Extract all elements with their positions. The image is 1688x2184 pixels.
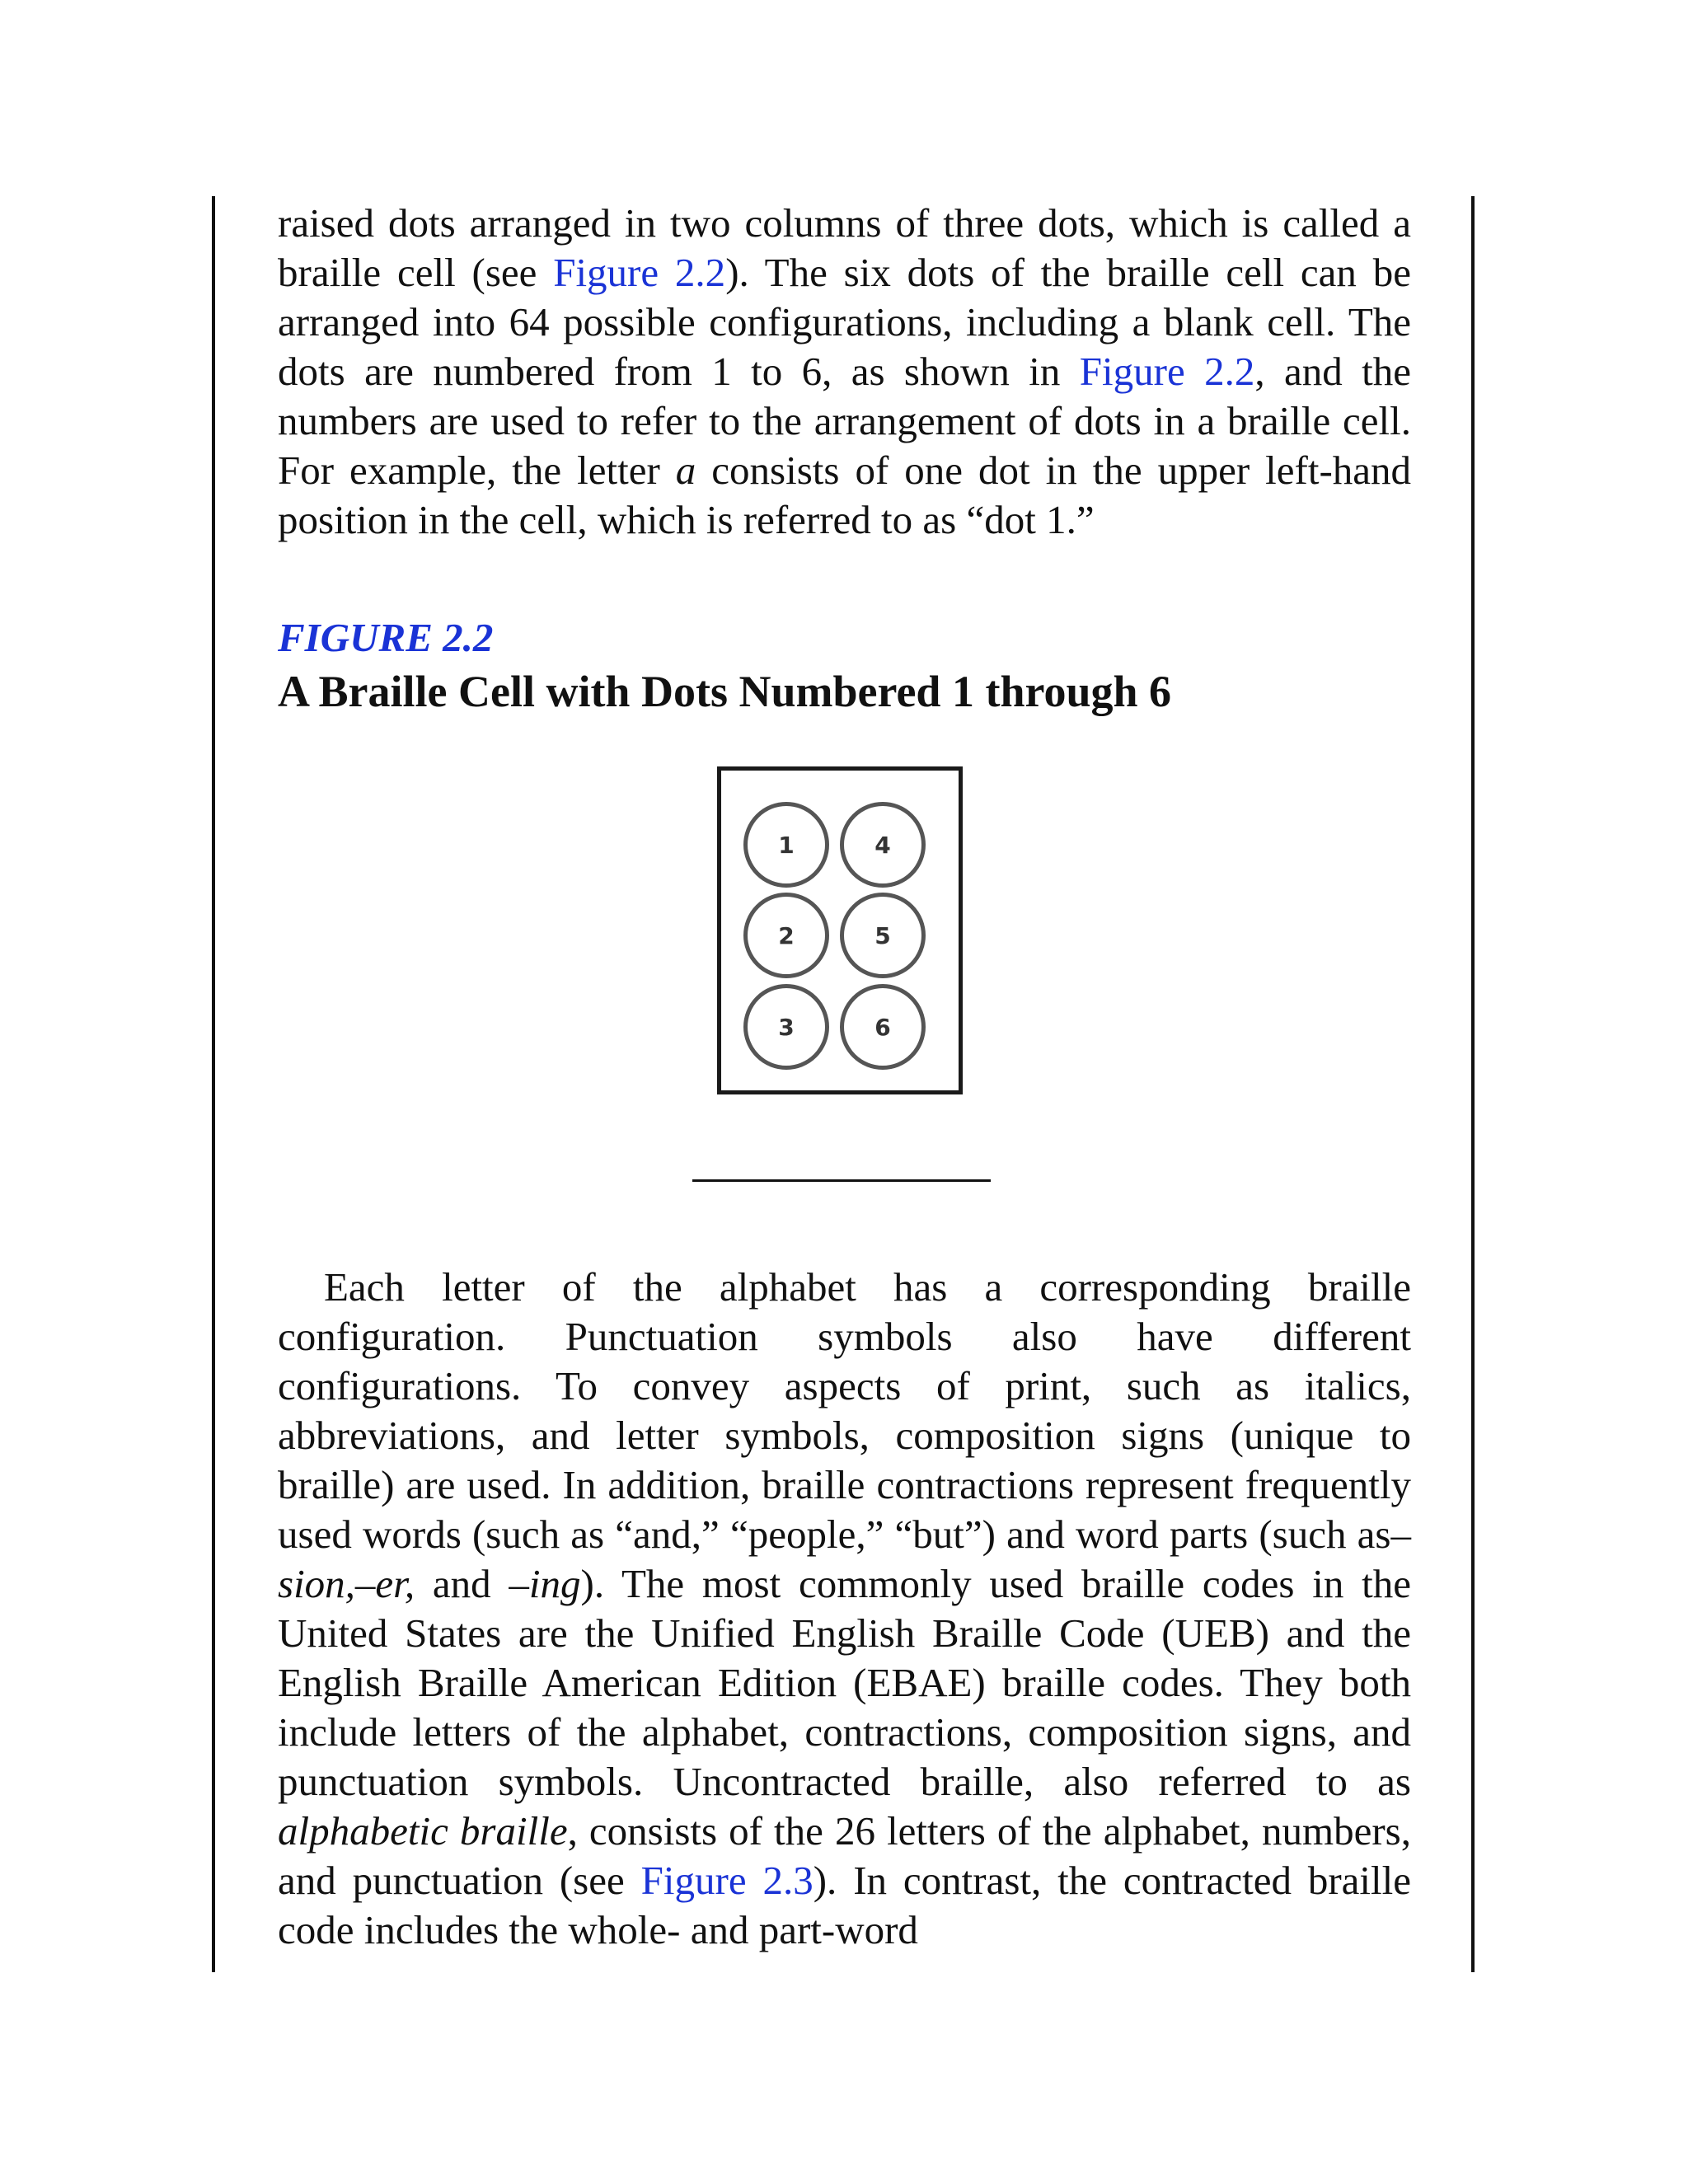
- italic-run: a: [675, 448, 696, 493]
- paragraph-top: [278, 199, 1411, 545]
- text-run: raised dots arranged in two columns of three dots, which is called a braille cell (see: [278, 200, 1411, 295]
- text-run: ). The six dots of the braille cell can be arranged into 64 possible configurations, including a blank cell. The dots are numbered from 1 to 6, as shown in: [278, 250, 1411, 394]
- figure-end-rule: [692, 1179, 991, 1182]
- text-run: , consists of the 26 letters of the alphabet, numbers, and punctuation (see: [278, 1808, 1411, 1903]
- figure-link[interactable]: Figure 2.2: [553, 250, 726, 295]
- paragraph-braille-cell: [278, 199, 1411, 545]
- text-run: and: [415, 1561, 509, 1606]
- dot-6: 6: [840, 984, 926, 1070]
- figure-link[interactable]: Figure 2.3: [640, 1858, 814, 1903]
- text-run: ). In contrast, the contracted braille code includes the whole- and part-word: [278, 1858, 1411, 1952]
- text-run: , and the numbers are used to refer to the arrangement of dots in a braille cell. For example, the letter: [278, 349, 1411, 493]
- dot-3: 3: [743, 984, 829, 1070]
- paragraph-bottom: [278, 1263, 1411, 1955]
- dot-4: 4: [840, 802, 926, 888]
- dot-1: 1: [743, 802, 829, 888]
- figure-link[interactable]: Figure 2.2: [1079, 349, 1255, 394]
- italic-run: –ing: [509, 1561, 581, 1606]
- text-run: consists of one dot in the upper left-hand position in the cell, which is referred to as “dot 1.”: [278, 448, 1412, 542]
- left-margin-rule: [212, 196, 215, 1972]
- paragraph-braille-codes: [278, 1263, 1411, 1955]
- text-run: ). The most commonly used braille codes in the United States are the Unified English Braille Code (UEB) and the English Braille American Edition (EBAE) braille codes. They both include letters of the alphabet, contractions, composition signs, and punctuation symbols. Uncontracted braille, also referred to as: [278, 1561, 1412, 1804]
- figure-title: A Braille Cell with Dots Numbered 1 through 6: [278, 667, 1172, 716]
- text-run: Each letter of the alphabet has a corresponding braille configuration. Punctuation symbols also have different configurations. To convey aspects of print, such as italics, abbreviations, and letter symbols, composition signs (unique to braille) are used. In addition, braille contractions represent frequently used words (such as “and,” “people,” “but”) and word parts (such as: [278, 1264, 1411, 1557]
- dot-2: 2: [743, 893, 829, 978]
- italic-run: –sion,–er,: [278, 1511, 1411, 1606]
- dot-5: 5: [840, 893, 926, 978]
- italic-run: alphabetic braille: [278, 1808, 568, 1854]
- right-margin-rule: [1471, 196, 1475, 1972]
- figure-label: FIGURE 2.2: [278, 615, 494, 660]
- braille-cell-diagram: [717, 766, 963, 1094]
